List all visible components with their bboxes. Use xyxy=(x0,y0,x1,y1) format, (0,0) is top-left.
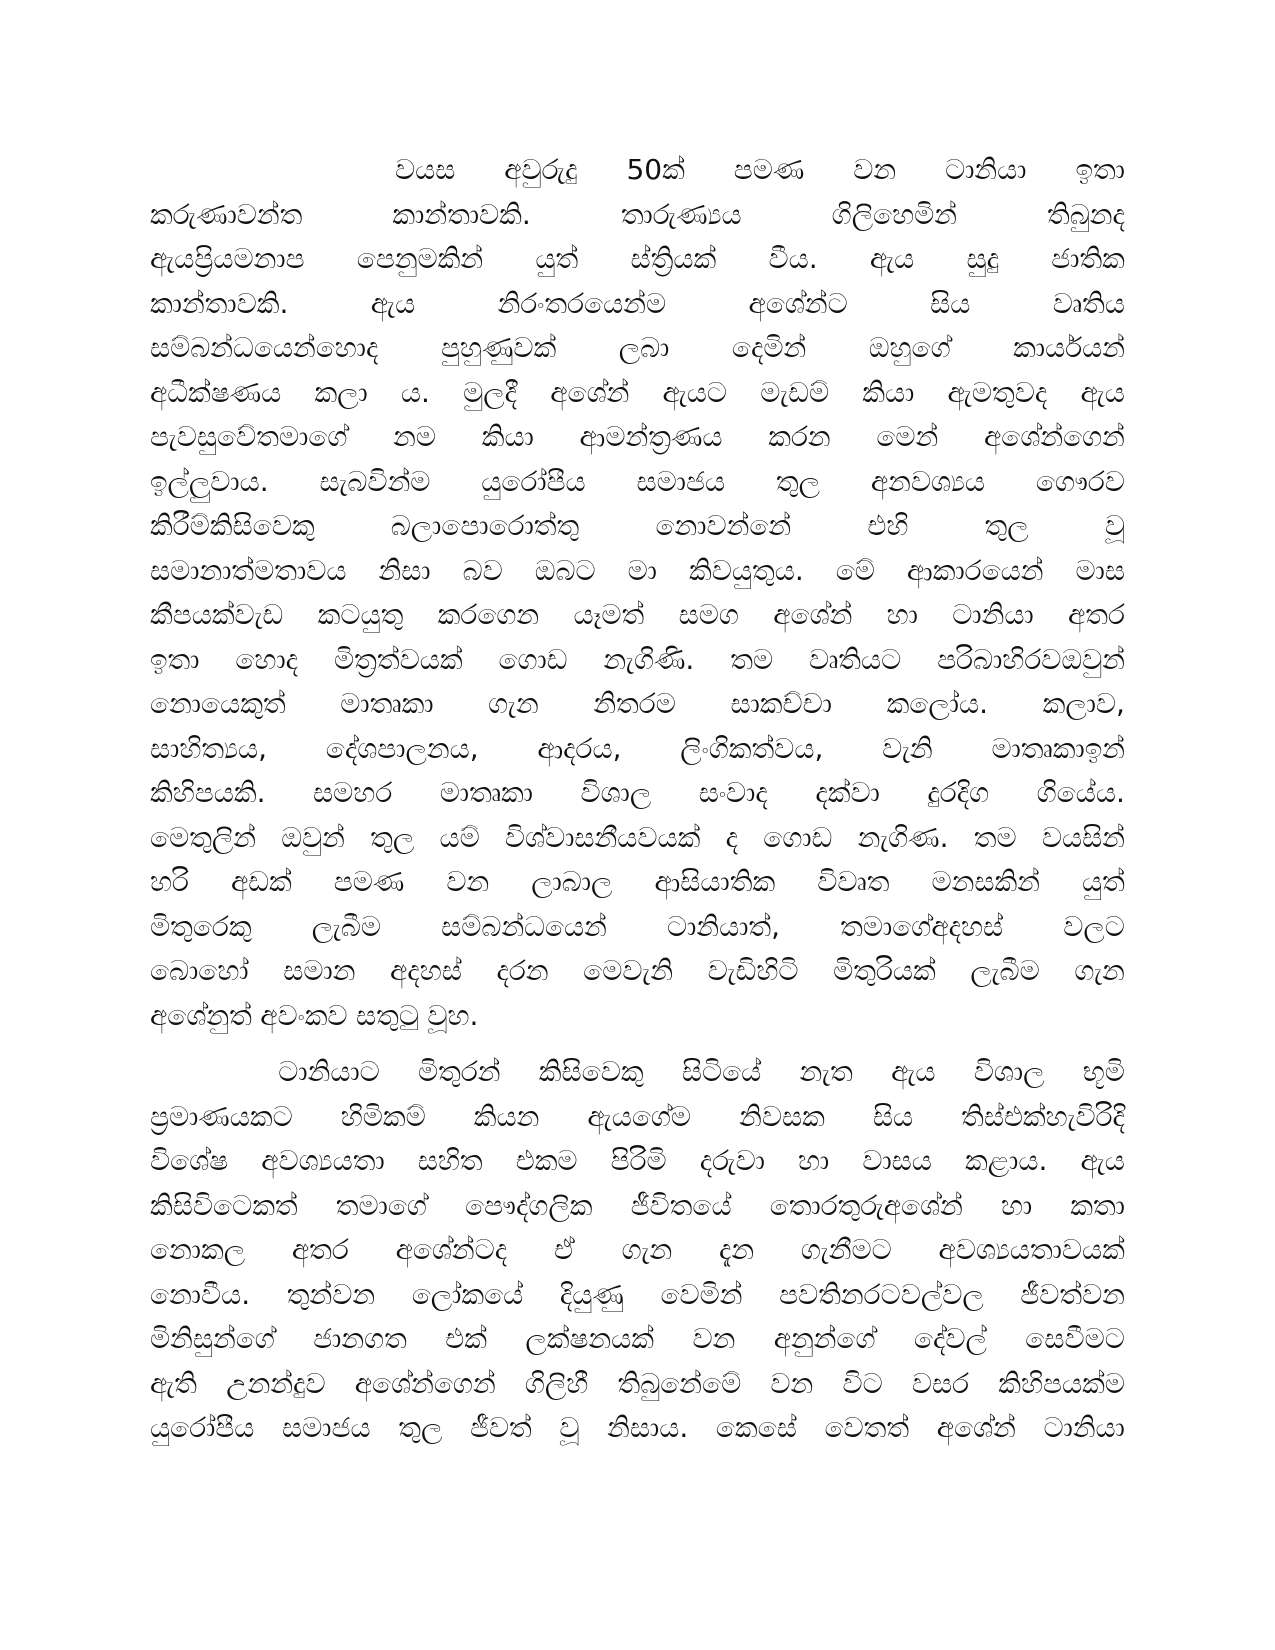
word: මිතුරන් xyxy=(418,1055,501,1088)
text-line xyxy=(150,193,1125,238)
text-line xyxy=(150,237,1125,282)
word: වන xyxy=(770,1366,814,1400)
word: හොද xyxy=(235,642,299,676)
text-line xyxy=(150,593,1125,638)
word: මාතෘකාඉන් xyxy=(991,731,1125,765)
word: අශේන්ටද xyxy=(395,1233,508,1266)
word: කටයුතු xyxy=(317,598,404,631)
word: යෑමත් xyxy=(573,598,645,631)
word: ලැබීම xyxy=(311,909,382,943)
word: තුල xyxy=(775,464,821,498)
word: දරන xyxy=(496,954,549,987)
word: තිස්එක්හැවිරිදි xyxy=(961,1099,1125,1133)
word: කීපයක්වැඩ xyxy=(150,598,284,631)
word: තම xyxy=(973,820,1017,854)
word: සහිත xyxy=(417,1144,483,1177)
word: ගෞරව xyxy=(1035,464,1125,498)
word: පෙනුමකින් xyxy=(356,242,484,275)
word: අදහස් xyxy=(390,954,462,987)
word: දියුණු xyxy=(559,1277,624,1311)
word: ඔවුන් xyxy=(281,820,345,854)
word: අනවශ්‍යය xyxy=(870,464,986,498)
word: කිවයුතුය. xyxy=(688,553,804,587)
word: හා xyxy=(1000,1188,1033,1222)
word: ගොඩ xyxy=(498,642,568,676)
word: අවශ්‍යයතා xyxy=(261,1144,385,1177)
word: කියන xyxy=(473,1099,540,1133)
word: අශේන්ට xyxy=(748,286,848,320)
word: ස්ත්‍රියක් xyxy=(630,242,717,275)
word: ගොඩ xyxy=(763,820,833,854)
word: සමාජය xyxy=(636,464,726,498)
word: නොයෙකුත් xyxy=(150,687,286,720)
word: ටානියා xyxy=(1043,1411,1125,1444)
word: ආදරය, xyxy=(537,731,622,765)
word: සිටියේ xyxy=(681,1055,762,1088)
word: අතර xyxy=(1068,598,1125,631)
word: කාර්යයන් xyxy=(1013,331,1125,364)
word: නොවන්නේ xyxy=(655,509,792,542)
word: කරුණාවන්ත xyxy=(150,197,303,231)
text-line xyxy=(150,326,1125,371)
text-line xyxy=(150,1362,1125,1407)
text-line xyxy=(150,816,1125,861)
paragraph xyxy=(150,148,1125,1038)
word: නිවසක xyxy=(739,1099,825,1133)
word: ඔහුගේ xyxy=(868,331,951,364)
word: ගැන xyxy=(621,1233,673,1266)
word: ඇය xyxy=(370,286,416,320)
word: සමහර xyxy=(313,776,393,809)
word: ඉල්ලුවාය. xyxy=(150,464,269,498)
word: ඇය xyxy=(1080,375,1125,409)
word: බව xyxy=(462,553,503,587)
word: නැත xyxy=(799,1055,853,1088)
word: ගැනීමට xyxy=(800,1233,892,1266)
word: යුරෝපීය xyxy=(150,1411,255,1444)
text-line xyxy=(150,860,1125,905)
text-line xyxy=(150,148,1125,193)
word: අනුන්ගේ xyxy=(773,1322,876,1355)
text-line xyxy=(150,727,1125,772)
word: සංවාද xyxy=(698,776,768,809)
word: එහි xyxy=(867,509,909,542)
text-line xyxy=(150,1184,1125,1229)
word: ජානගත xyxy=(313,1322,407,1355)
text-line xyxy=(150,1050,1125,1095)
word: ඇයගේම xyxy=(587,1099,692,1133)
word: ලැබීම xyxy=(970,954,1040,987)
word: මෙතුලින් xyxy=(150,820,257,854)
text-line xyxy=(150,415,1125,460)
word: තමාගේඅදහස් xyxy=(840,909,1004,943)
word: ආකාරයෙන් xyxy=(906,553,1044,587)
word: තිබුනේමේ xyxy=(617,1366,742,1400)
word: තාරුණ්‍යය xyxy=(620,197,742,231)
word: ගැන xyxy=(1074,954,1125,987)
word: මාතෘකා xyxy=(439,776,533,809)
word: ඇමතුවද xyxy=(947,375,1048,409)
word: මිනිසුන්ගේ xyxy=(150,1322,275,1355)
word: නැගිණි. xyxy=(603,642,695,676)
word: දෙමින් xyxy=(731,331,807,364)
text-line xyxy=(150,638,1125,683)
word: ලාබාල xyxy=(531,865,613,898)
document-body xyxy=(150,148,1125,1451)
word: අධීක්ෂණය xyxy=(150,375,282,409)
text-line xyxy=(150,549,1125,594)
word: සෙවීමට xyxy=(1025,1322,1125,1355)
word: තම xyxy=(730,642,774,676)
text-line xyxy=(150,1139,1125,1184)
word: යුත් xyxy=(535,242,579,275)
word: වෘතියට xyxy=(808,642,902,676)
word: ඒ xyxy=(553,1233,575,1266)
text-line xyxy=(150,1273,1125,1318)
word: වෙමින් xyxy=(660,1277,743,1311)
word: සිය xyxy=(930,286,971,320)
word: ජාතික xyxy=(1051,242,1125,275)
word: ය. xyxy=(400,375,430,409)
word: විශේෂ xyxy=(150,1144,229,1177)
text-line xyxy=(150,504,1125,549)
word: මෙවැනි xyxy=(583,954,674,987)
word: දැන xyxy=(718,1233,755,1266)
word: හා xyxy=(886,598,918,631)
word: ද xyxy=(725,820,739,854)
word: සාකච්චා xyxy=(730,687,832,720)
text-line xyxy=(150,771,1125,816)
word: සම්බන්ධයෙන් xyxy=(441,909,607,943)
word: වාසය xyxy=(862,1144,932,1177)
word: මනසකින් xyxy=(931,865,1040,898)
word: හා xyxy=(798,1144,830,1177)
word: සමාන xyxy=(283,954,356,987)
word: ලෝකයේ xyxy=(411,1277,524,1311)
word: කාන්තාවකි. xyxy=(150,286,289,320)
word: අශේන් xyxy=(936,1411,1016,1444)
word: මාතෘකා xyxy=(340,687,434,720)
word: කලා xyxy=(314,375,368,409)
word: එකම xyxy=(515,1144,578,1177)
word: අවුරුදු xyxy=(504,153,578,186)
text-line xyxy=(150,460,1125,505)
word: කලාව, xyxy=(1042,687,1125,720)
word: කිසිවිටෙකත් xyxy=(150,1188,298,1222)
word: කලෝය. xyxy=(886,687,989,720)
text-line xyxy=(150,682,1125,727)
word: යුරෝපීය xyxy=(481,464,586,498)
word: ටානියාත්, xyxy=(666,909,781,943)
word: වන xyxy=(692,1322,736,1355)
word: ඇය xyxy=(891,1055,936,1088)
word: කියා xyxy=(481,420,534,453)
word: ලක්ෂනයක් xyxy=(525,1322,655,1355)
word: ටානියාට xyxy=(278,1055,380,1088)
word: තුල xyxy=(984,509,1029,542)
word: වූහ. xyxy=(427,998,479,1032)
word: දක්වා xyxy=(815,776,880,809)
word: නොකල xyxy=(150,1233,246,1266)
word: කතා xyxy=(1070,1188,1125,1222)
word: සම්බන්ධයෙන්හොද xyxy=(150,331,379,364)
word: ඇය xyxy=(1080,1144,1125,1177)
word: අශේන්ගෙන් xyxy=(354,1366,496,1400)
word: මාස xyxy=(1075,553,1125,587)
word: අවශ්‍යයතාවයක් xyxy=(938,1233,1125,1266)
word: නිතරම xyxy=(593,687,676,720)
word: විවෘත xyxy=(817,865,890,898)
word: නම xyxy=(393,420,436,453)
word: ප්‍රමාණයකට xyxy=(150,1099,293,1133)
word: කියා xyxy=(862,375,915,409)
text-line xyxy=(150,1095,1125,1140)
word: සිය xyxy=(872,1099,914,1133)
word: ඉතා xyxy=(150,642,200,676)
word: මේ xyxy=(835,553,875,587)
word: තමාගේ xyxy=(335,1188,427,1222)
word: භූමි xyxy=(1082,1055,1125,1088)
word: තුල xyxy=(398,1411,443,1444)
word: පැවසුවේතමාගේ xyxy=(150,420,348,453)
word: වසර xyxy=(911,1366,970,1400)
word: දුරදිග xyxy=(927,776,990,809)
word: මැඩම් xyxy=(760,375,830,409)
word: ලිංගිකත්වය, xyxy=(680,731,824,765)
word: සාහිත්‍යය, xyxy=(150,731,268,765)
word: කෙසේ xyxy=(715,1411,797,1444)
word: වන xyxy=(446,865,490,898)
word: අතර xyxy=(291,1233,349,1266)
word: 50ක් xyxy=(626,153,685,186)
word: වූ xyxy=(559,1411,580,1444)
word: පුහුණුවක් xyxy=(440,331,557,364)
word: වලට xyxy=(1063,909,1125,943)
word: වැඩිහිටි xyxy=(707,954,799,987)
word: ගැන xyxy=(488,687,539,720)
word: මිතුරෙකු xyxy=(150,909,252,943)
word: ජීවිතයේ xyxy=(630,1188,732,1222)
word: වන xyxy=(853,153,897,186)
word: කළාය. xyxy=(965,1144,1048,1177)
word: නිරංතරයෙන්ම xyxy=(497,286,667,320)
word: විශාල xyxy=(580,776,652,809)
word: එක් xyxy=(445,1322,487,1355)
text-line xyxy=(150,1228,1125,1273)
word: ආසියාතික xyxy=(654,865,776,898)
word: ඇයප්‍රියමනාප xyxy=(150,242,305,275)
word: පෞද්ගලික xyxy=(465,1188,593,1222)
word: අශේන්ගෙන් xyxy=(984,420,1125,453)
word: බොහෝ xyxy=(150,954,249,987)
word: සතුටු xyxy=(355,998,419,1032)
word: ඇති xyxy=(150,1366,198,1400)
word: මිත්‍රත්වයක් xyxy=(333,642,463,676)
word: වැනි xyxy=(882,731,933,765)
word: දරුවා xyxy=(699,1144,765,1177)
word: පිරිමි xyxy=(610,1144,667,1177)
word: තිබුනද xyxy=(1047,197,1125,231)
word: ටානියා xyxy=(945,153,1027,186)
word: නොවීය. xyxy=(150,1277,251,1311)
text-line xyxy=(150,1406,1125,1451)
word: කිහිපයක්ම xyxy=(998,1366,1125,1400)
word: විශ්වාසනීයවයක් xyxy=(504,820,701,854)
word: වෘතිය xyxy=(1052,286,1125,320)
text-line xyxy=(150,1317,1125,1362)
text-line xyxy=(150,905,1125,950)
word: සමාජය xyxy=(282,1411,371,1444)
word: සමානාත්මතාවය xyxy=(150,553,347,587)
word: පමණ xyxy=(333,865,405,898)
word: කාන්තාවකි. xyxy=(392,197,531,231)
word: කිරීම්කිසිවෙකු xyxy=(150,509,315,542)
word: අශේන් xyxy=(550,375,630,409)
word: දේශපාලනය, xyxy=(325,731,479,765)
word: පවතිනරටවල්වල xyxy=(779,1277,984,1311)
word: උනන්දුව xyxy=(226,1366,326,1400)
word: ටානියා xyxy=(952,598,1034,631)
word: යම් xyxy=(439,820,480,854)
word: මිතුරියක් xyxy=(833,954,936,987)
word: කිහිපයකි. xyxy=(150,776,266,809)
word: ගිලිහී xyxy=(524,1366,589,1400)
word: වයස xyxy=(394,153,456,186)
text-line xyxy=(150,371,1125,416)
word: නිසාය. xyxy=(607,1411,689,1444)
word: කරගෙන xyxy=(437,598,540,631)
word: ආමන්ත්‍රණය xyxy=(579,420,723,453)
word: වූ xyxy=(1104,509,1125,542)
word: වයසින් xyxy=(1041,820,1125,854)
word: හිමිකම් xyxy=(340,1099,426,1133)
word: මුලදී xyxy=(463,375,518,409)
word: ඇය xyxy=(869,242,915,275)
text-line xyxy=(150,282,1125,327)
word: සුදු xyxy=(966,242,1000,275)
word: යුත් xyxy=(1082,865,1125,898)
word: තුන්වන xyxy=(286,1277,376,1311)
word: ජීවත්වන xyxy=(1020,1277,1125,1311)
word: කිසිවෙකු xyxy=(538,1055,644,1088)
word: විට xyxy=(842,1366,883,1400)
word: දේවල් xyxy=(913,1322,987,1355)
word: ගිලිහෙමින් xyxy=(831,197,958,231)
word: සැබවින්ම xyxy=(319,464,431,498)
word: තොරතුරුඅශේන් xyxy=(769,1188,963,1222)
word: මෙන් xyxy=(876,420,939,453)
word: කරන xyxy=(768,420,831,453)
word: නැගිණ. xyxy=(857,820,949,854)
word: ජීවත් xyxy=(469,1411,532,1444)
word: විශාල xyxy=(973,1055,1045,1088)
word: සමග xyxy=(678,598,739,631)
word: අශේන් xyxy=(773,598,853,631)
word: බලාපොරොත්තු xyxy=(390,509,580,542)
word: අවංකව xyxy=(260,998,348,1032)
word: වීය. xyxy=(768,242,818,275)
word: ලබා xyxy=(618,331,670,364)
word: අඩක් xyxy=(230,865,292,898)
word: තුල xyxy=(370,820,415,854)
word: මා xyxy=(627,553,657,587)
paragraph xyxy=(150,1050,1125,1451)
word: ඇයට xyxy=(662,375,728,409)
text-line xyxy=(150,949,1125,994)
word: පරිබාහිරවඔවුන් xyxy=(937,642,1125,676)
word: පමණ xyxy=(733,153,805,186)
word: ගියේය. xyxy=(1036,776,1125,809)
word: නිසා xyxy=(378,553,431,587)
word: වෙතත් xyxy=(824,1411,910,1444)
word: අශේනුත් xyxy=(150,998,252,1032)
word: හරි xyxy=(150,865,189,898)
word: ඉතා xyxy=(1075,153,1125,186)
word: ඔබට xyxy=(534,553,596,587)
text-line xyxy=(150,994,1125,1039)
